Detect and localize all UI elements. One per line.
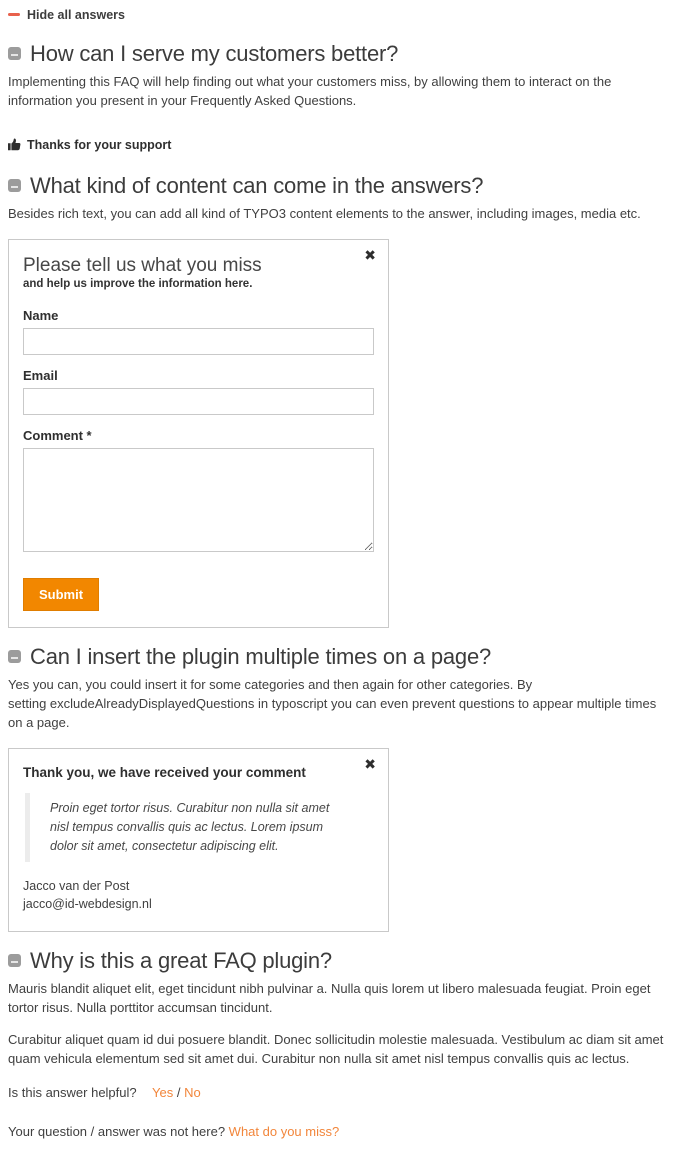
miss-question-label: Your question / answer was not here? — [8, 1123, 226, 1139]
comment-quote: Proin eget tortor risus. Curabitur non nulla sit amet nisl tempus convallis quis ac lectus. Lorem ipsum dolor sit amet, consectetur adipiscing elit. — [25, 793, 374, 862]
close-icon[interactable]: ✖ — [364, 247, 376, 264]
faq-question-1[interactable] — [8, 41, 668, 67]
comment-label: Comment * — [23, 427, 92, 443]
miss-row — [8, 1124, 668, 1139]
author-name: Jacco van der Post — [23, 878, 130, 893]
minus-square-icon — [8, 179, 21, 192]
email-field[interactable] — [23, 388, 374, 415]
author-email: jacco@id-webdesign.nl — [23, 896, 152, 911]
email-label: Email — [23, 367, 58, 383]
hide-all-answers-link[interactable] — [8, 8, 125, 22]
miss-form-subtitle: and help us improve the information here. — [23, 277, 253, 290]
helpful-row — [8, 1085, 668, 1100]
confirmation-title: Thank you, we have received your comment — [23, 764, 306, 780]
faq-question-2-title: What kind of content can come in the answers? — [30, 172, 484, 198]
minus-square-icon — [8, 954, 21, 967]
what-do-you-miss-link[interactable]: What do you miss? — [228, 1123, 340, 1139]
helpful-no-link[interactable]: No — [184, 1084, 201, 1100]
name-field[interactable] — [23, 328, 374, 355]
faq-question-3[interactable] — [8, 644, 668, 670]
minus-square-icon — [8, 650, 21, 663]
answer-line: setting excludeAlreadyDisplayedQuestions in typoscript you can even prevent questions to appear multiple times on a page. — [8, 695, 657, 730]
faq-question-3-title: Can I insert the plugin multiple times on a page? — [30, 643, 492, 669]
faq-question-4[interactable] — [8, 948, 668, 974]
thanks-message — [8, 138, 171, 152]
minus-square-icon — [8, 47, 21, 60]
helpful-yes-link[interactable]: Yes — [152, 1084, 174, 1100]
comment-confirmation-panel — [8, 748, 389, 932]
thanks-label: Thanks for your support — [27, 137, 172, 152]
miss-form-panel — [8, 239, 389, 628]
submit-button[interactable]: Submit — [23, 578, 99, 611]
name-label: Name — [23, 307, 59, 323]
faq-answer-2: Besides rich text, you can add all kind of TYPO3 content elements to the answer, including images, media etc. — [8, 205, 641, 221]
faq-question-2[interactable] — [8, 173, 668, 199]
thumbs-up-icon — [8, 138, 21, 151]
comment-field[interactable] — [23, 448, 374, 552]
faq-answer-1: Implementing this FAQ will help finding out what your customers miss, by allowing them to interact on the information you present in your Frequently Asked Questions. — [8, 73, 612, 108]
answer-line: Yes you can, you could insert it for some categories and then again for other categories. By — [8, 676, 533, 692]
faq-question-1-title: How can I serve my customers better? — [30, 40, 399, 66]
faq-question-4-title: Why is this a great FAQ plugin? — [30, 947, 332, 973]
faq-answer-4-p2: Curabitur aliquet quam id dui posuere blandit. Donec sollicitudin molestie malesuada. Vestibulum ac diam sit amet quam vehicula elementum sed sit amet dui. Curabitur non nulla sit amet nisl tempus convallis quis ac lectus. — [8, 1031, 664, 1066]
hide-all-answers-label: Hide all answers — [27, 7, 125, 22]
close-icon[interactable]: ✖ — [364, 756, 376, 773]
faq-answer-4-p1: Mauris blandit aliquet elit, eget tincidunt nibh pulvinar a. Nulla quis lorem ut libero malesuada feugiat. Proin eget tortor risus. Nulla porttitor accumsan tincidunt. — [8, 980, 651, 1015]
miss-form-title: Please tell us what you miss — [23, 254, 262, 276]
helpful-question-label: Is this answer helpful? — [8, 1084, 137, 1100]
comment-author — [23, 877, 374, 913]
yes-no-separator: / — [176, 1084, 181, 1100]
minus-icon — [8, 13, 20, 16]
faq-answer-3 — [8, 675, 668, 732]
